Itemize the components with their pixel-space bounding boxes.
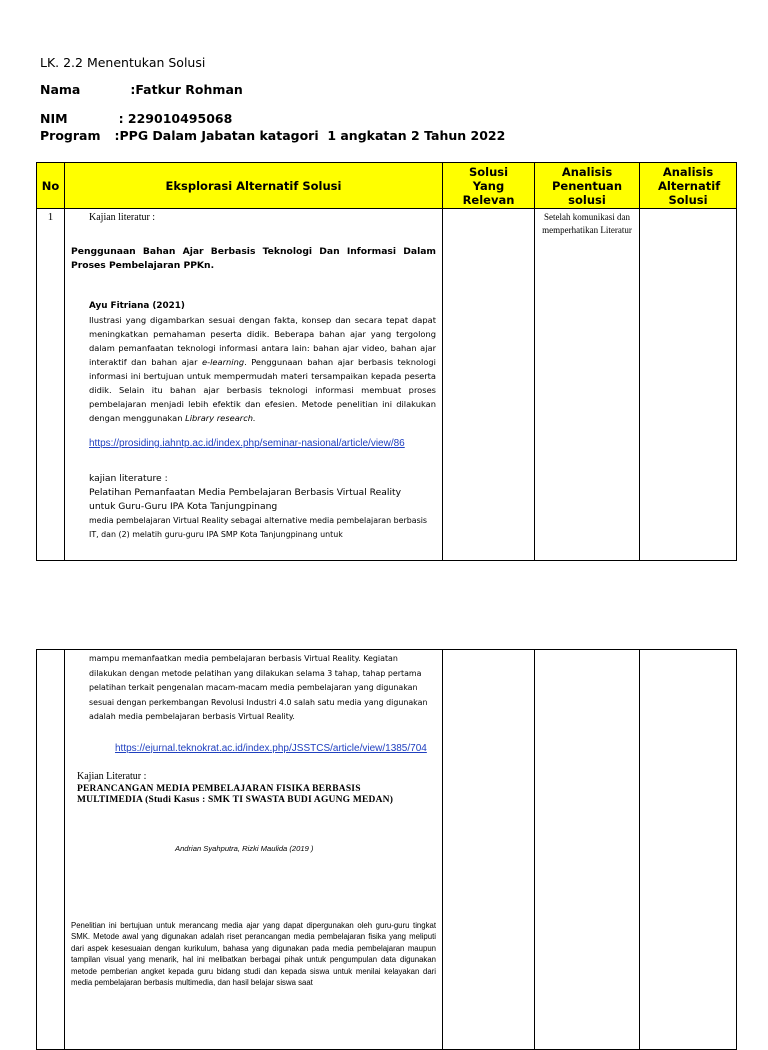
program-label: Program	[40, 128, 101, 143]
col-header-eksplorasi: Eksplorasi Alternatif Solusi	[65, 163, 443, 209]
eksplorasi-cell	[65, 209, 443, 561]
kajian-text-2: media pembelajaran Virtual Reality sebagai alternative media pembelajaran berbasis IT, dan (2) melatih guru-guru IPA SMP Kota Tanjungpinang untuk	[89, 516, 428, 539]
table-row	[37, 209, 737, 561]
author-name-3: Andrian Syahputra, Rizki Maulida (2019 )	[175, 843, 314, 853]
reference-link-2[interactable]: https://ejurnal.teknokrat.ac.id/index.php/JSSTCS/article/view/1385/704	[115, 742, 427, 754]
kajian-title-3: PERANCANGAN MEDIA PEMBELAJARAN FISIKA BERBASIS MULTIMEDIA (Studi Kasus : SMK TI SWASTA BUDI AGUNG MEDAN)	[77, 783, 394, 805]
nama-row	[40, 82, 243, 97]
nama-value: :Fatkur Rohman	[130, 82, 243, 97]
document-title: LK. 2.2 Menentukan Solusi	[40, 55, 206, 70]
analisis-alternatif-cell	[640, 209, 737, 561]
kajian-label-2: kajian literature :	[89, 473, 168, 484]
nim-value: : 229010495068	[118, 111, 233, 126]
eksplorasi-cell-continued	[65, 650, 443, 1050]
solusi-relevan-cell	[443, 209, 535, 561]
row-number: 1	[37, 209, 65, 561]
solusi-relevan-cell	[443, 650, 535, 1050]
solution-table-page-1	[36, 162, 737, 561]
col-header-no: No	[37, 163, 65, 209]
kajian-title: Penggunaan Bahan Ajar Berbasis Teknologi Dan Informasi Dalam Proses Pembelajaran PPKn.	[71, 246, 436, 271]
col-header-analisis-penentuan: Analisis Penentuan solusi	[535, 163, 640, 209]
analisis-penentuan-cell	[535, 650, 640, 1050]
reference-link[interactable]: https://prosiding.iahntp.ac.id/index.php/seminar-nasional/article/view/86	[89, 438, 405, 449]
kajian-title-2: Pelatihan Pemanfaatan Media Pembelajaran Berbasis Virtual Reality untuk Guru-Guru IPA Kota Tanjungpinang	[89, 487, 402, 512]
analisis-alternatif-cell	[640, 650, 737, 1050]
solution-table-page-2	[36, 649, 737, 1050]
col-header-analisis-alternatif: Analisis Alternatif Solusi	[640, 163, 737, 209]
analisis-note: Setelah komunikasi dan memperhatikan Literatur	[542, 212, 632, 235]
kajian-text-2-continued: mampu memanfaatkan media pembelajaran berbasis Virtual Reality. Kegiatan dilakukan dengan metode pelatihan yang dilakukan selama 3 tahap, tahap pertama pelatihan terkait pengenalan macam-macam media pembelajaran yang digunakan sesuai dengan perkembangan Revolusi Industri 4.0 salah satu media yang digunakan adalah media pembelajaran berbasis Virtual Reality.	[89, 654, 428, 721]
abstract-text: Ilustrasi yang digambarkan sesuai dengan fakta, konsep dan secara tepat dapat meningkatkan pemahaman peserta didik. Beberapa bahan ajar yang tergolong dalam pemanfaatan teknologi informasi antara lain: bahan ajar video, bahan ajar interaktif dan bahan ajar e-learning. Penggunaan bahan ajar berbasis teknologi informasi ini bertujuan untuk mempermudah materi tersampaikan kepada peserta didik. Selain itu bahan ajar berbasis teknologi informasi membuat proses pembelajaran menjadi lebih efektik dan efesien. Metode penelitian ini dilakukan dengan menggunakan Library research.	[89, 315, 436, 423]
abstract-text-3: Penelitian ini bertujuan untuk merancang media ajar yang dapat dipergunakan oleh guru-guru tingkat SMK. Metode awal yang digunakan adalah riset perancangan media pembelajaran fisika yang meliputi dari aspek kesesuaian dengan kurikulum, bahasa yang digunakan pada media pembelajaran maupun tampilan visual yang menarik, hal ini melibatkan berbagai pihak untuk pengumpulan data digunakan metode pemberian angket kepada guru bidang studi dan kepada siswa untuk menilai kelayakan dari media pembelajaran berbasis multimedia, dan hasil belajar siswa saat	[71, 920, 436, 987]
author-name: Ayu Fitriana (2021)	[89, 301, 185, 311]
analisis-penentuan-cell	[535, 209, 640, 561]
col-header-solusi-relevan: Solusi Yang Relevan	[443, 163, 535, 209]
row-number-cell	[37, 650, 65, 1050]
nim-label: NIM	[40, 111, 68, 126]
nim-row	[40, 111, 232, 126]
kajian-label: Kajian literatur :	[89, 212, 156, 223]
kajian-label-3: Kajian Literatur :	[77, 770, 147, 782]
program-value: :PPG Dalam Jabatan katagori 1 angkatan 2 Tahun 2022	[114, 128, 506, 143]
table-header-row	[37, 163, 737, 209]
table-row	[37, 650, 737, 1050]
program-row	[40, 128, 505, 143]
nama-label: Nama	[40, 82, 81, 97]
